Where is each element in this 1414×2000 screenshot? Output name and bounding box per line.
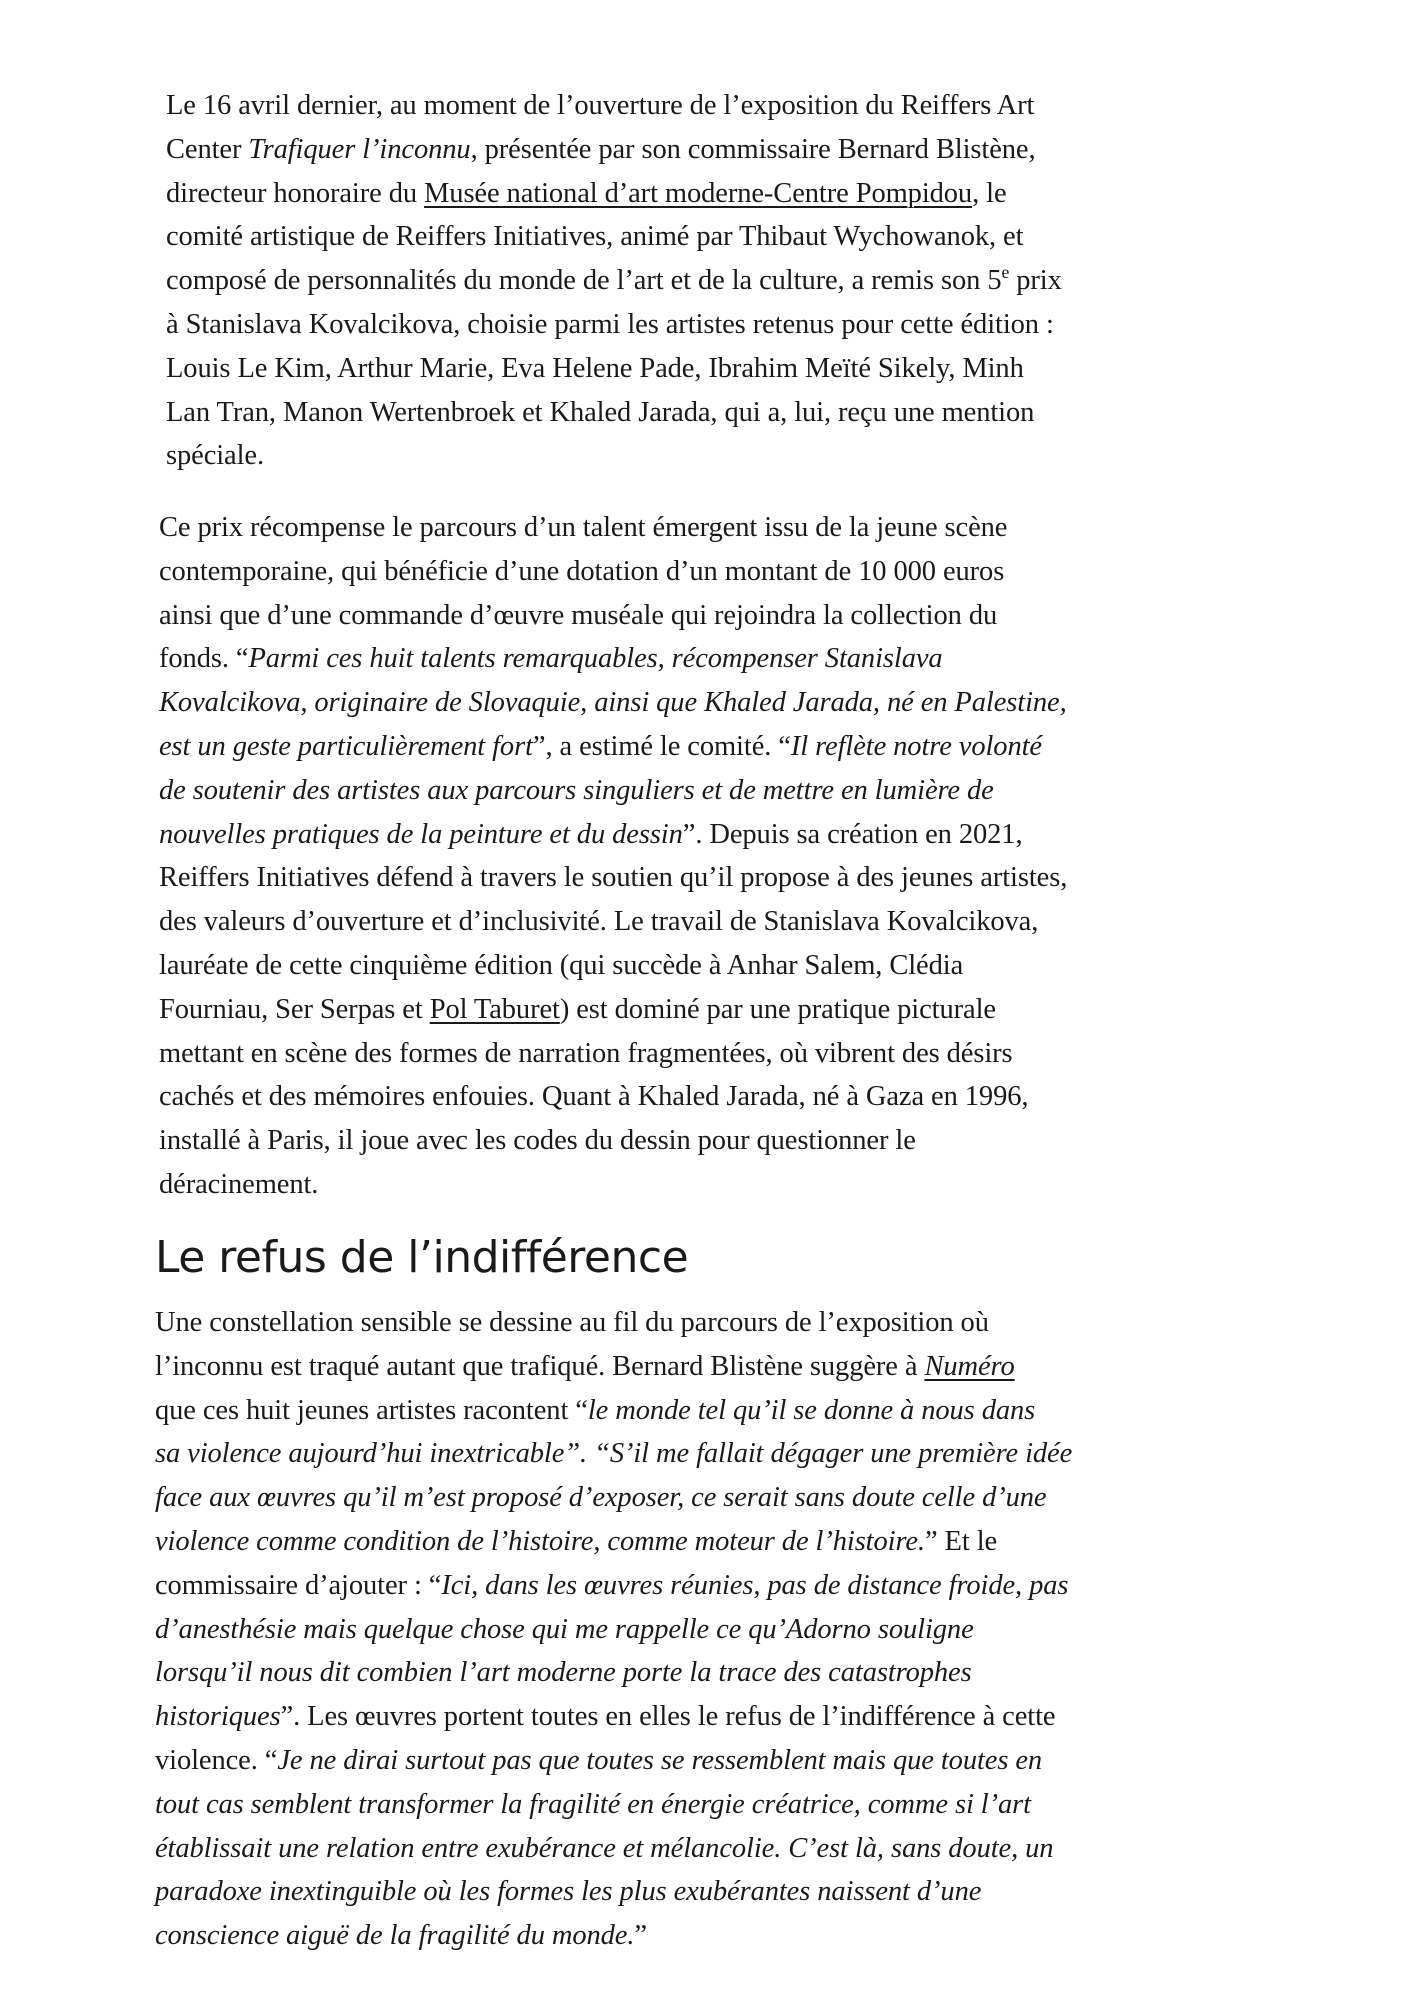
text-fragment: Ce prix récompense le parcours d’un talent émergent issu de la jeune scène bbox=[159, 512, 1008, 543]
quote-fragment: Je ne dirai surtout pas que toutes se ressemblent mais que toutes en bbox=[277, 1744, 1043, 1776]
intro-paragraph bbox=[166, 84, 1226, 478]
quote-fragment: de soutenir des artistes aux parcours singuliers et de mettre en lumière de bbox=[159, 774, 994, 806]
quote-fragment: tout cas semblent transformer la fragilité en énergie créatrice, comme si l’art bbox=[155, 1788, 1031, 1820]
quote-fragment: historiques bbox=[155, 1701, 281, 1733]
text-line bbox=[159, 681, 1219, 725]
text-line bbox=[159, 813, 1219, 857]
quote-fragment: établissait une relation entre exubérance et mélancolie. C’est là, sans doute, un bbox=[155, 1832, 1054, 1864]
quote-fragment: lorsqu’il nous dit combien l’art moderne porte la trace des catastrophes bbox=[155, 1657, 972, 1689]
text-line bbox=[166, 172, 1226, 216]
text-fragment: cachés et des mémoires enfouies. Quant à Khaled Jarada, né à Gaza en 1996, bbox=[159, 1081, 1029, 1113]
quote-fragment: d’anesthésie mais quelque chose qui me rappelle ce qu’Adorno souligne bbox=[155, 1613, 974, 1645]
text-fragment: Reiffers Initiatives défend à travers le soutien qu’il propose à des jeunes artistes, bbox=[159, 862, 1068, 894]
quote-fragment: Ici, dans les œuvres réunies, pas de distance froide, pas bbox=[441, 1569, 1069, 1601]
quote-fragment: le monde tel qu’il se donne à nous dans bbox=[587, 1394, 1036, 1426]
text-fragment: , le bbox=[972, 177, 1007, 209]
text-line bbox=[159, 1119, 1219, 1163]
text-line bbox=[159, 1032, 1219, 1076]
text-line bbox=[166, 434, 1226, 478]
section-heading: Le refus de l’indifférence bbox=[155, 1232, 689, 1283]
text-line bbox=[166, 128, 1226, 172]
text-line bbox=[155, 1783, 1215, 1827]
quote-fragment: conscience aiguë de la fragilité du monde. bbox=[155, 1920, 635, 1952]
text-line bbox=[159, 1075, 1219, 1119]
quote-fragment: est un geste particulièrement fort bbox=[159, 730, 533, 762]
quote-fragment: Kovalcikova, originaire de Slovaquie, ainsi que Khaled Jarada, né en Palestine, bbox=[159, 687, 1067, 719]
text-line bbox=[155, 1564, 1215, 1608]
text-line bbox=[155, 1301, 1215, 1345]
ordinal-superscript: e bbox=[1001, 262, 1010, 283]
text-fragment: déracinement. bbox=[159, 1168, 319, 1200]
quote-fragment: violence comme condition de l’histoire, comme moteur de l’histoire. bbox=[155, 1525, 925, 1557]
text-fragment: fonds. “ bbox=[159, 643, 249, 675]
text-fragment: des valeurs d’ouverture et d’inclusivité. Le travail de Stanislava Kovalcikova, bbox=[159, 906, 1039, 938]
quote-fragment: face aux œuvres qu’il m’est proposé d’exposer, ce serait sans doute celle d’une bbox=[155, 1482, 1047, 1514]
text-fragment: à Stanislava Kovalcikova, choisie parmi les artistes retenus pour cette édition : bbox=[166, 308, 1054, 340]
magazine-link[interactable]: Numéro bbox=[924, 1350, 1015, 1382]
text-fragment: que ces huit jeunes artistes racontent “ bbox=[155, 1394, 588, 1426]
text-line bbox=[159, 769, 1219, 813]
text-fragment: comité artistique de Reiffers Initiatives, animé par Thibaut Wychowanok, et bbox=[166, 221, 1024, 253]
museum-link[interactable]: Musée national d’art moderne-Centre Pompidou bbox=[424, 177, 973, 209]
text-line bbox=[155, 1432, 1215, 1476]
text-line bbox=[166, 215, 1226, 259]
text-line bbox=[155, 1914, 1215, 1958]
text-fragment: ” bbox=[634, 1920, 647, 1952]
text-fragment: prix bbox=[1009, 265, 1062, 297]
text-fragment: lauréate de cette cinquième édition (qui succède à Anhar Salem, Clédia bbox=[159, 949, 964, 981]
prize-paragraph bbox=[159, 506, 1219, 1207]
text-line bbox=[155, 1389, 1215, 1433]
quote-fragment: Il reflète notre volonté bbox=[790, 730, 1042, 762]
text-fragment: ”. Les œuvres portent toutes en elles le refus de l’indifférence à cette bbox=[280, 1701, 1056, 1733]
text-line bbox=[155, 1870, 1215, 1914]
text-fragment: mettant en scène des formes de narration fragmentées, où vibrent des désirs bbox=[159, 1037, 1013, 1069]
text-line bbox=[155, 1827, 1215, 1871]
text-line bbox=[159, 900, 1219, 944]
artist-link[interactable]: Pol Taburet bbox=[429, 993, 560, 1025]
quote-fragment: sa violence aujourd’hui inextricable”. “S’il me fallait dégager une première idée bbox=[155, 1438, 1073, 1470]
text-line bbox=[159, 550, 1219, 594]
text-line bbox=[159, 1163, 1219, 1207]
text-fragment: directeur honoraire du bbox=[166, 177, 425, 209]
text-line bbox=[159, 594, 1219, 638]
text-fragment: Une constellation sensible se dessine au fil du parcours de l’exposition où bbox=[155, 1307, 989, 1338]
text-line bbox=[166, 84, 1226, 128]
text-line bbox=[159, 725, 1219, 769]
text-line bbox=[159, 506, 1219, 550]
text-fragment: Le 16 avril dernier, au moment de l’ouverture de l’exposition du Reiffers Art bbox=[166, 90, 1035, 121]
text-fragment: Lan Tran, Manon Wertenbroek et Khaled Jarada, qui a, lui, reçu une mention bbox=[166, 396, 1035, 428]
text-line bbox=[166, 259, 1226, 303]
text-fragment: violence. “ bbox=[155, 1744, 278, 1776]
text-fragment: , présentée par son commissaire Bernard Blistène, bbox=[470, 133, 1036, 165]
quote-fragment: nouvelles pratiques de la peinture et du dessin bbox=[159, 818, 683, 850]
text-fragment: contemporaine, qui bénéficie d’une dotation d’un montant de 10 000 euros bbox=[159, 555, 1005, 587]
curator-paragraph bbox=[155, 1301, 1215, 1958]
exhibition-title: Trafiquer l’inconnu bbox=[248, 133, 471, 165]
text-line bbox=[166, 303, 1226, 347]
text-fragment: ) est dominé par une pratique picturale bbox=[559, 993, 996, 1025]
text-line bbox=[159, 988, 1219, 1032]
quote-fragment: paradoxe inextinguible où les formes les plus exubérantes naissent d’une bbox=[155, 1876, 982, 1908]
text-fragment: l’inconnu est traqué autant que trafiqué. Bernard Blistène suggère à bbox=[155, 1350, 925, 1382]
text-line bbox=[159, 944, 1219, 988]
text-fragment: ainsi que d’une commande d’œuvre muséale qui rejoindra la collection du bbox=[159, 599, 998, 631]
text-line bbox=[155, 1520, 1215, 1564]
text-fragment: ”. Depuis sa création en 2021, bbox=[682, 818, 1023, 850]
text-fragment: spéciale. bbox=[166, 440, 265, 472]
text-fragment: Center bbox=[166, 133, 249, 165]
text-line bbox=[166, 347, 1226, 391]
text-line bbox=[155, 1476, 1215, 1520]
text-line bbox=[155, 1651, 1215, 1695]
text-fragment: Louis Le Kim, Arthur Marie, Eva Helene Pade, Ibrahim Meïté Sikely, Minh bbox=[166, 352, 1024, 384]
text-fragment: composé de personnalités du monde de l’art et de la culture, a remis son 5 bbox=[166, 265, 1002, 297]
text-line bbox=[155, 1345, 1215, 1389]
text-line bbox=[166, 391, 1226, 435]
quote-fragment: Parmi ces huit talents remarquables, récompenser Stanislava bbox=[248, 643, 943, 675]
text-fragment: ” Et le bbox=[924, 1525, 998, 1557]
text-fragment: commissaire d’ajouter : “ bbox=[155, 1569, 442, 1601]
text-fragment: installé à Paris, il joue avec les codes du dessin pour questionner le bbox=[159, 1125, 916, 1157]
text-line bbox=[155, 1695, 1215, 1739]
text-line bbox=[155, 1608, 1215, 1652]
text-fragment: Fourniau, Ser Serpas et bbox=[159, 993, 430, 1025]
text-fragment: ”, a estimé le comité. “ bbox=[532, 730, 791, 762]
text-line bbox=[159, 856, 1219, 900]
text-line bbox=[155, 1739, 1215, 1783]
text-line bbox=[159, 637, 1219, 681]
